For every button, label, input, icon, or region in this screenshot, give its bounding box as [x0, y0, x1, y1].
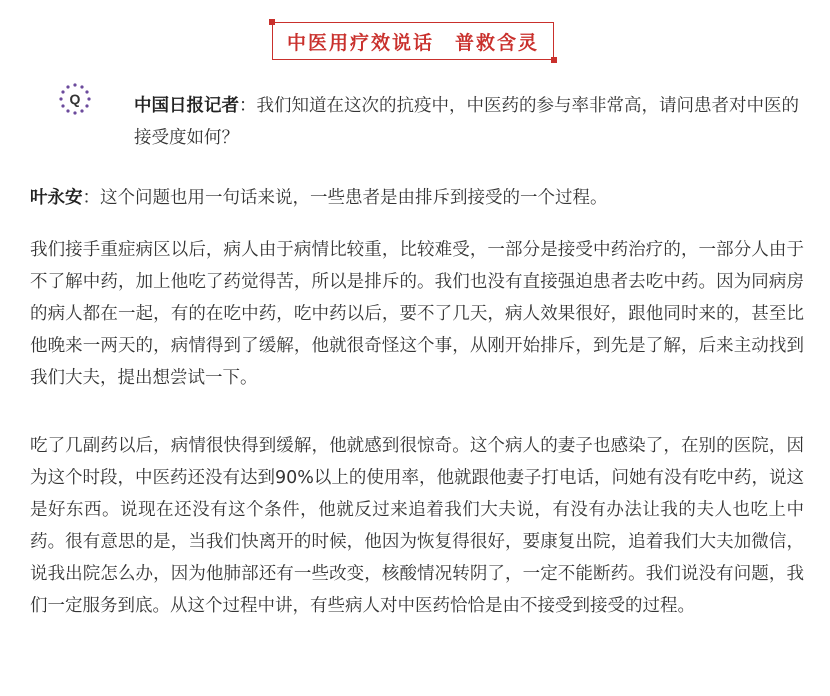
- question-paragraph: [134, 90, 804, 154]
- question-speaker: 中国日报记者: [134, 96, 239, 116]
- answer-paragraph-1: 我们接手重症病区以后，病人由于病情比较重，比较难受，一部分是接受中药治疗的，一部分人由于不了解中药，加上他吃了药觉得苦，所以是排斥的。我们也没有直接强迫患者去吃中药。因为同病房的病人都在一起，有的在吃中药，吃中药以后，要不了几天，病人效果很好，跟他同时来的，甚至比他晚来一两天的，病情得到了缓解，他就很奇怪这个事，从刚开始排斥，到先是了解，后来主动找到我们大夫，提出想尝试一下。: [30, 240, 804, 388]
- answer-first-line: 这个问题也用一句话来说，一些患者是由排斥到接受的一个过程。: [100, 188, 608, 208]
- answer-paragraph-2: 吃了几副药以后，病情很快得到缓解，他就感到很惊奇。这个病人的妻子也感染了，在别的医院，因为这个时段，中医药还没有达到90%以上的使用率，他就跟他妻子打电话，问她有没有吃中药，说这是好东西。说现在还没有这个条件，他就反过来追着我们大夫说，有没有办法让我的夫人也吃上中药。很有意思的是，当我们快离开的时候，他因为恢复得很好，要康复出院，追着我们大夫加微信，说我出院怎么办，因为他肺部还有一些改变，核酸情况转阴了，一定不能断药。我们说没有问题，我们一定服务到底。从这个过程中讲，有些病人对中医药恰恰是由不接受到接受的过程。: [30, 436, 804, 616]
- question-badge-letter: Q: [69, 91, 81, 107]
- answer-intro-paragraph: [30, 182, 804, 214]
- section-title-box: [272, 22, 554, 60]
- question-text: 我们知道在这次的抗疫中，中医药的参与率非常高，请问患者对中医的接受度如何？: [134, 96, 799, 148]
- question-badge-icon: [58, 82, 92, 116]
- answer-speaker: 叶永安: [30, 188, 83, 208]
- answer-separator: ：: [82, 188, 100, 208]
- section-title: 中医用疗效说话 普救含灵: [286, 31, 539, 54]
- question-separator: ：: [239, 96, 257, 116]
